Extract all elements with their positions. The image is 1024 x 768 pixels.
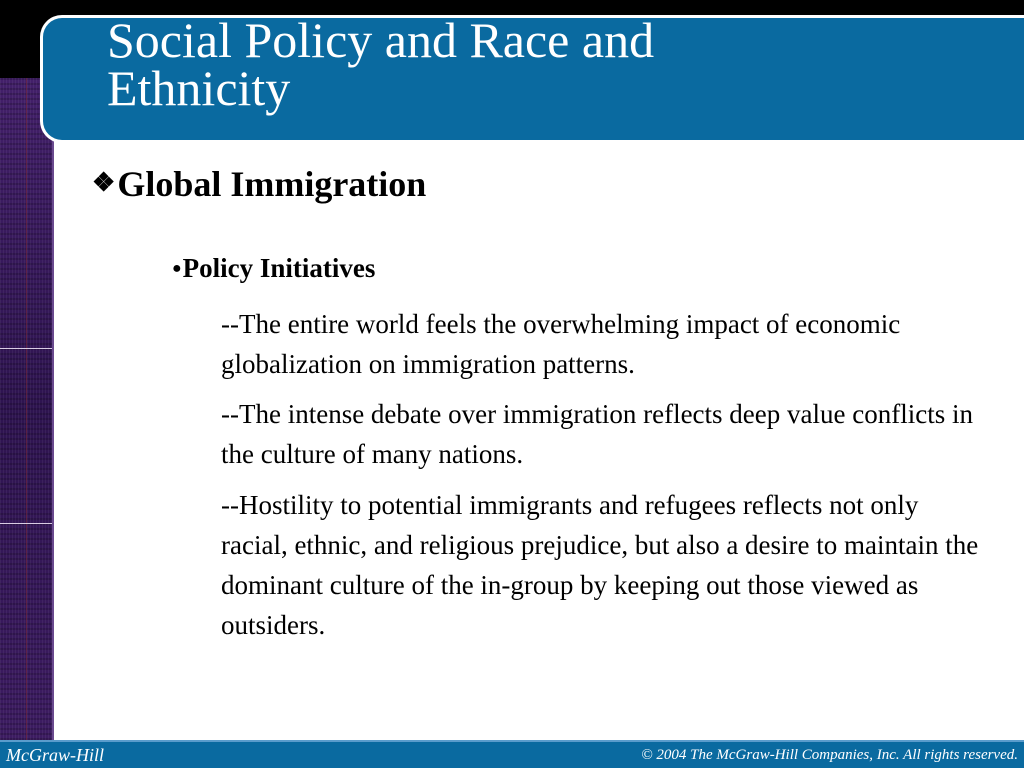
slide-title [107, 12, 867, 116]
left-decorative-sidebar [0, 78, 54, 740]
paragraph-2: --The intense debate over immigration reflects deep value conflicts in the culture of many nations. [221, 399, 973, 469]
heading-bullet-item [92, 163, 426, 205]
slide-title-line-2: Ethnicity [107, 60, 291, 116]
heading-text: Global Immigration [117, 164, 427, 204]
paragraph-3: --Hostility to potential immigrants and refugees reflects not only racial, ethnic, and religious prejudice, but also a desire to maintain the dominant culture of the in-group by keeping out those viewed as outsiders. [221, 490, 979, 640]
sidebar-divider-2 [0, 523, 52, 524]
sidebar-divider-1 [0, 348, 52, 349]
sidebar-divider-vertical [26, 78, 27, 740]
subheading-bullet-item [172, 253, 375, 284]
dot-bullet-icon: ● [172, 260, 182, 277]
diamond-bullet-icon: ❖ [92, 168, 116, 197]
footer-copyright: © 2004 The McGraw-Hill Companies, Inc. All rights reserved. [641, 746, 1018, 763]
footer-bar [0, 740, 1024, 768]
footer-brand: McGraw-Hill [6, 744, 104, 765]
paragraph-1: --The entire world feels the overwhelming impact of economic globalization on immigration patterns. [221, 309, 901, 379]
subheading-text: Policy Initiatives [182, 253, 376, 283]
slide-title-line-1: Social Policy and Race and [107, 12, 655, 68]
